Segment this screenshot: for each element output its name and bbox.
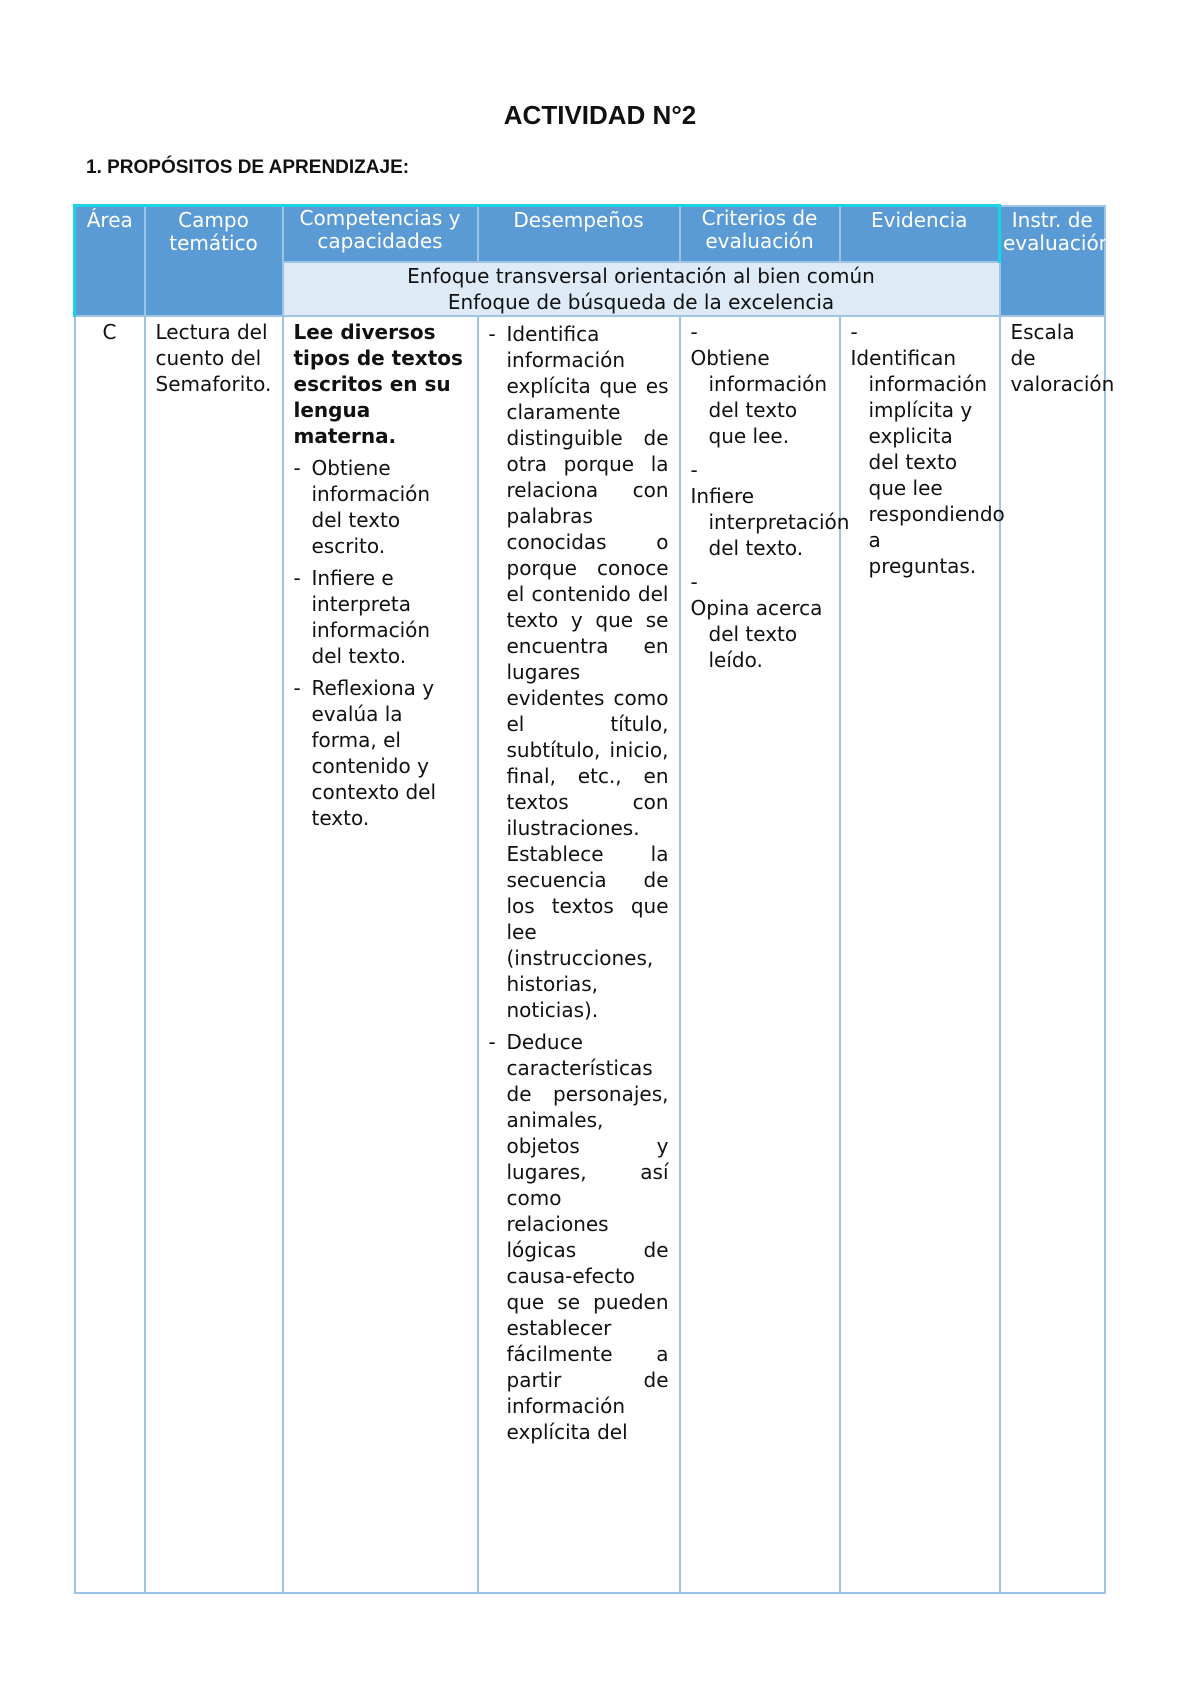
document-title: ACTIVIDAD N°2 bbox=[503, 100, 697, 130]
desempenos-list bbox=[489, 321, 669, 1445]
desempeno-item: - Deduce características de personajes, animales, objetos y lugares, así como relaciones lógicas de causa-efecto que se pueden establecer fácilmente a partir de información explícita del bbox=[489, 1029, 669, 1445]
learning-purposes-table bbox=[73, 204, 1115, 1594]
header-area: Área bbox=[75, 206, 145, 317]
campo-cell: Lectura del cuento del Semaforito. bbox=[145, 316, 283, 1593]
header-criterios: Criterios de evaluación bbox=[680, 206, 840, 263]
criterio-item: Obtiene información del texto que lee. bbox=[690, 346, 828, 448]
criterio-item: Opina acerca del texto leído. bbox=[690, 596, 823, 672]
header-instrumento: Instr. de evaluación bbox=[1000, 206, 1105, 317]
enfoques-cell bbox=[283, 262, 1000, 316]
header-competencias: Competencias y capacidades bbox=[283, 206, 478, 263]
criterios-cell bbox=[680, 316, 850, 1593]
capacidad-item: - Infiere e interpreta información del texto. bbox=[294, 565, 467, 669]
competencia-text: Lee diversos tipos de textos escritos en su lengua materna. bbox=[293, 320, 463, 448]
competencias-cell bbox=[283, 316, 478, 1593]
instrumento-cell: Escala de valoración bbox=[1000, 316, 1105, 1593]
desempenos-cell bbox=[478, 316, 680, 1593]
evidencia-cell bbox=[840, 316, 1005, 1593]
criterio-marker: - bbox=[690, 458, 698, 482]
section-heading: 1. PROPÓSITOS DE APRENDIZAJE: bbox=[86, 157, 410, 178]
capacidad-item: - Reflexiona y evalúa la forma, el contenido y contexto del texto. bbox=[294, 675, 467, 831]
header-row bbox=[75, 206, 1105, 263]
criterio-marker: - bbox=[690, 570, 698, 594]
header-desempenos: Desempeños bbox=[478, 206, 680, 263]
content-row bbox=[75, 316, 1105, 1593]
criterio-marker: - bbox=[690, 320, 698, 344]
capacidad-item: - Obtiene información del texto escrito. bbox=[294, 455, 467, 559]
evidencia-text: Identifican información implícita y explicita del texto que lee respondiendo a preguntas. bbox=[850, 346, 1005, 578]
criterio-block bbox=[691, 569, 829, 673]
enfoque-bien-comun: Enfoque transversal orientación al bien común bbox=[407, 264, 875, 288]
evidencia-marker: - bbox=[850, 320, 858, 344]
area-cell: C bbox=[75, 316, 145, 1593]
criterio-block bbox=[690, 457, 850, 561]
header-evidencia: Evidencia bbox=[840, 206, 1000, 263]
capacidades-list bbox=[294, 455, 467, 831]
criterio-item: Infiere interpretación del texto. bbox=[690, 484, 850, 560]
header-campo-tematico: Campo temático bbox=[145, 206, 283, 317]
enfoque-excelencia: Enfoque de búsqueda de la excelencia bbox=[447, 290, 835, 314]
desempeno-item: - Identifica información explícita que es claramente distinguible de otra porque la relaciona con palabras conocidas o porque conoce el contenido del texto y que se encuentra en lugares evidentes como el título, subtítulo, inicio, final, etc., en textos con ilustraciones. Establece la secuencia de los textos que lee (instrucciones, historias, noticias). bbox=[489, 321, 669, 1023]
criterio-block bbox=[691, 319, 829, 449]
